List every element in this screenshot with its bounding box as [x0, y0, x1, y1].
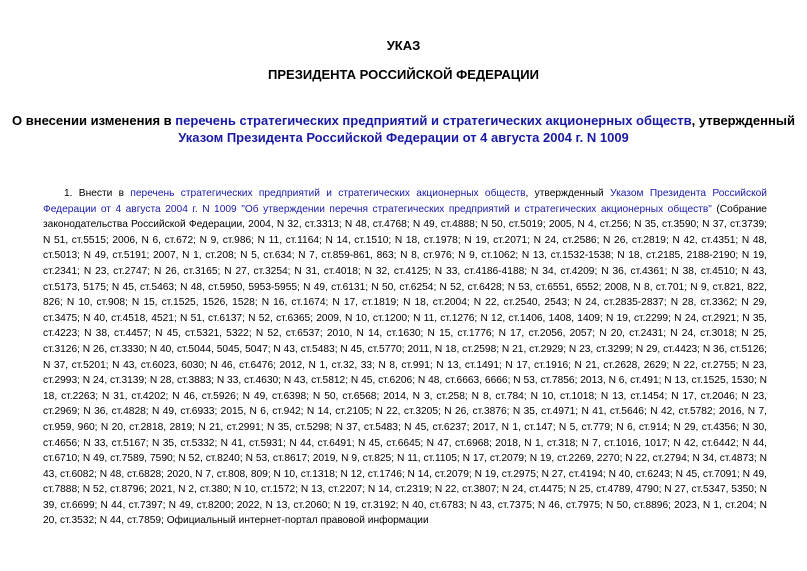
paragraph-1 — [43, 186, 767, 529]
subject-middle: , утвержденный — [691, 113, 795, 128]
paragraph-citations: (Собрание законодательства Российской Федерации, 2004, N 32, ст.3313; N 48, ст.4768; N 49, ст.4888; N 50, ст.5019; 2005, N 4, ст.256; N 35, ст.3590; N 37, ст.3739; N 51, ст.5515; 2006, N 6, ст.672; N 9, ст.986; N 11, ст.1164; N 14, ст.1510; N 18, ст.1978; N 19, ст.2071; N 24, ст.2586; N 26, ст.2819; N 42, ст.4351; N 48, ст.5013; N 49, ст.5191; 2007, N 1, ст.208; N 5, ст.634; N 7, ст.859-861, 863; N 8, ст.976; N 9, ст.1062; N 13, ст.1532-1538; N 18, ст.2185, 2188-2190; N 19, ст.2341; N 23, ст.2747; N 26, ст.3165; N 27, ст.3254; N 31, ст.4018; N 32, ст.4125; N 33, ст.4186-4188; N 34, ст.4209; N 36, ст.4361; N 38, ст.4510; N 43, ст.5173, 5175; N 45, ст.5463; N 48, ст.5950, 5953-5955; N 49, ст.6131; N 50, ст.6254; N 52, ст.6428; N 53, ст.6551, 6552; 2008, N 8, ст.701; N 9, ст.821, 822, 826; N 10, ст.908; N 15, ст.1525, 1526, 1528; N 16, ст.1674; N 17, ст.1819; N 18, ст.2004; N 22, ст.2540, 2543; N 24, ст.2835-2837; N 28, ст.3362; N 29, ст.3475; N 40, ст.4518, 4521; N 51, ст.6137; N 52, ст.6365; 2009, N 10, ст.1200; N 11, ст.1276; N 12, ст.1406, 1408, 1409; N 19, ст.2299; N 24, ст.2921; N 35, ст.4223; N 38, ст.4457; N 45, ст.5321, 5322; N 52, ст.6537; 2010, N 14, ст.1630; N 15, ст.1776; N 17, ст.2056, 2057; N 20, ст.2431; N 24, ст.3018; N 25, ст.3126; N 26, ст.3330; N 40, ст.5044, 5045, 5047; N 43, ст.5483; N 45, ст.5770; 2011, N 18, ст.2598; N 21, ст.2929; N 23, ст.3299; N 29, ст.4423; N 36, ст.5126; N 37, ст.5201; N 43, ст.6023, 6030; N 46, ст.6476; 2012, N 1, ст.32, 33; N 8, ст.991; N 13, ст.1491; N 17, ст.1916; N 21, ст.2628, 2629; N 22, ст.2755; N 23, ст.2993; N 24, ст.3139; N 28, ст.3883; N 33, ст.4630; N 43, ст.5812; N 45, ст.6206; N 48, ст.6663, 6666; N 53, ст.7856; 2013, N 6, ст.491; N 13, ст.1525, 1530; N 18, ст.2263; N 31, ст.4202; N 46, ст.5926; N 49, ст.6398; N 50, ст.6568; 2014, N 3, ст.258; N 8, ст.784; N 10, ст.1018; N 13, ст.1454; N 17, ст.2046; N 23, ст.2969; N 36, ст.4828; N 49, ст.6933; 2015, N 6, ст.942; N 14, ст.2105; N 22, ст.3205; N 26, ст.3876; N 35, ст.4971; N 41, ст.5646; N 42, ст.5782; 2016, N 7, ст.959, 960; N 20, ст.2818, 2819; N 21, ст.2991; N 35, ст.5298; N 37, ст.5483; N 45, ст.6237; 2017, N 1, ст.147; N 5, ст.779; N 6, ст.914; N 29, ст.4356; N 30, ст.4656; N 33, ст.5167; N 35, ст.5332; N 41, ст.5931; N 44, ст.6491; N 45, ст.6645; N 47, ст.6968; 2018, N 1, ст.318; N 7, ст.1016, 1017; N 42, ст.6442; N 44, ст.6710; N 49, ст.7589, 7590; N 52, ст.8240; N 53, ст.8617; 2019, N 9, ст.825; N 11, ст.1105; N 17, ст.2079; N 19, ст.2269, 2270; N 22, ст.2794; N 34, ст.4873; N 43, ст.6082; N 48, ст.6828; 2020, N 7, ст.808, 809; N 10, ст.1318; N 12, ст.1746; N 14, ст.2079; N 19, ст.2975; N 27, ст.4194; N 40, ст.6243; N 45, ст.7091; N 49, ст.7888; N 52, ст.8796; 2021, N 2, ст.380; N 10, ст.1572; N 13, ст.2207; N 14, ст.2319; N 22, ст.3807; N 24, ст.4475; N 25, ст.4789, 4790; N 27, ст.5347, 5350; N 39, ст.6699; N 44, ст.7397; N 49, ст.8200; 2022, N 13, ст.2060; N 19, ст.3192; N 40, ст.6783; N 43, ст.7375; N 46, ст.7975; N 50, ст.8896; 2023, N 1, ст.204; N 20, ст.3532; N 44, ст.7859; Официальный интернет-портал правовой информации — [43, 203, 767, 527]
document-title: УКАЗ — [386, 38, 421, 53]
strategic-enterprises-list-link[interactable]: перечень стратегических предприятий и стратегических акционерных обществ — [175, 113, 692, 128]
paragraph-middle: , утвержденный — [525, 188, 611, 199]
paragraph-prefix: 1. Внести в — [64, 188, 131, 199]
subject-prefix: О внесении изменения в — [12, 113, 176, 128]
paragraph-list-link[interactable]: перечень стратегических предприятий и стратегических акционерных обществ — [130, 188, 526, 199]
document-issuer: ПРЕЗИДЕНТА РОССИЙСКОЙ ФЕДЕРАЦИИ — [268, 67, 539, 82]
decree-subject — [0, 112, 807, 146]
paragraph-decree-link[interactable]: Указом Президента Российской Федерации от 4 августа 2004 г. N 1009 "Об утверждении перечня стратегических предприятий и стратегических акционерных обществ" — [43, 188, 767, 215]
decree-1009-link[interactable]: Указом Президента Российской Федерации от 4 августа 2004 г. N 1009 — [178, 130, 629, 145]
